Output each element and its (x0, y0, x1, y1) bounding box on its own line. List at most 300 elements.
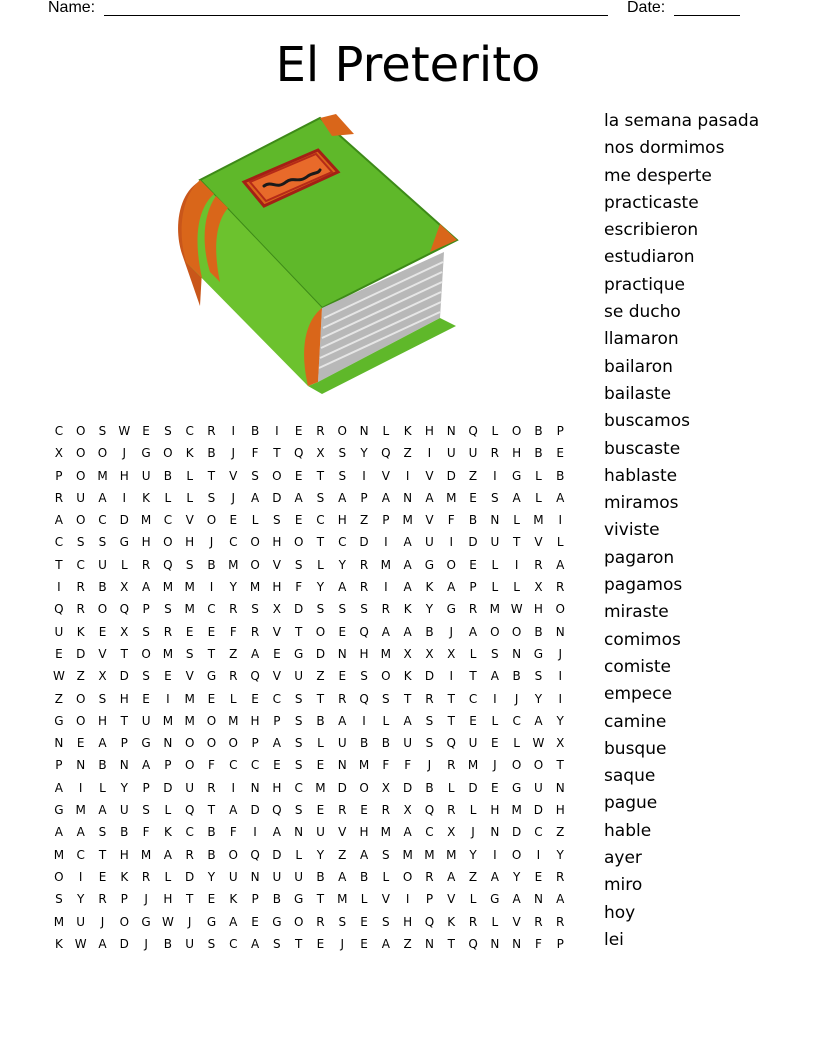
grid-letter: H (512, 446, 522, 461)
grid-letter: E (360, 936, 368, 951)
page-title: El Preterito (275, 37, 541, 93)
grid-letter: C (185, 424, 194, 438)
grid-letter: I (493, 468, 497, 483)
grid-letter: K (54, 936, 63, 951)
grid-letter: W (510, 602, 523, 617)
grid-letter: N (446, 424, 456, 438)
grid-letter: W (161, 914, 174, 929)
grid-letter: Q (446, 736, 456, 751)
grid-letter: S (338, 446, 347, 461)
grid-letter: N (512, 936, 522, 951)
grid-letter: S (185, 646, 194, 661)
grid-letter: O (97, 602, 108, 617)
grid-letter: R (185, 847, 194, 862)
grid-letter: I (231, 780, 236, 795)
grid-letter: U (228, 869, 238, 884)
grid-letter: R (447, 803, 456, 818)
grid-letter: Y (77, 892, 85, 907)
grid-letter: Q (163, 557, 173, 572)
grid-letter: E (294, 424, 303, 438)
grid-letter: A (229, 914, 238, 929)
grid-letter: P (251, 892, 259, 907)
grid-letter: X (447, 825, 456, 840)
grid-letter: U (98, 557, 107, 572)
grid-letter: Q (250, 847, 260, 862)
grid-letter: Y (469, 847, 477, 862)
grid-letter: S (382, 847, 390, 862)
grid-letter: N (54, 736, 64, 751)
word-list-item: practicaste (604, 192, 699, 213)
grid-letter: B (163, 468, 172, 483)
word-list-item: pague (604, 793, 658, 814)
grid-letter: I (405, 892, 410, 907)
grid-letter: S (294, 557, 303, 572)
grid-letter: N (403, 490, 413, 505)
grid-letter: Z (338, 847, 347, 862)
grid-letter: L (491, 914, 499, 929)
grid-letter: Z (403, 446, 412, 461)
grid-letter: U (141, 468, 151, 483)
grid-letter: D (163, 780, 173, 795)
grid-letter: T (512, 535, 521, 550)
grid-letter: Y (512, 869, 521, 884)
grid-letter: Z (403, 936, 412, 951)
grid-letter: W (118, 424, 131, 438)
grid-letter: E (338, 624, 347, 639)
grid-letter: Q (119, 602, 130, 617)
grid-letter: M (511, 803, 522, 818)
grid-letter: S (273, 513, 281, 528)
grid-letter: K (447, 914, 456, 929)
grid-letter: T (207, 646, 216, 661)
grid-letter: C (207, 602, 216, 617)
grid-letter: V (534, 535, 543, 550)
grid-letter: P (55, 468, 63, 483)
name-label: Name: (48, 0, 96, 16)
word-list-item: busque (604, 738, 667, 759)
grid-letter: H (424, 424, 434, 438)
grid-letter: A (272, 736, 281, 751)
grid-letter: E (316, 758, 325, 773)
grid-letter: B (98, 580, 107, 595)
grid-letter: G (54, 803, 64, 818)
grid-letter: E (469, 557, 477, 572)
grid-letter: K (185, 446, 194, 461)
word-list-item: hable (604, 820, 652, 841)
grid-letter: S (338, 468, 347, 483)
grid-letter: E (251, 691, 259, 706)
grid-letter: E (185, 624, 194, 639)
grid-letter: V (425, 468, 434, 483)
grid-letter: H (272, 580, 282, 595)
grid-letter: O (511, 847, 522, 862)
grid-letter: X (316, 446, 325, 461)
grid-letter: A (556, 490, 565, 505)
grid-letter: C (229, 936, 238, 951)
grid-letter: O (381, 669, 391, 684)
grid-letter: F (404, 758, 412, 773)
grid-letter: I (449, 535, 454, 550)
grid-letter: N (555, 780, 565, 795)
grid-letter: I (558, 513, 562, 528)
grid-letter: K (403, 424, 412, 438)
grid-letter: E (360, 803, 368, 818)
grid-letter: A (556, 557, 565, 572)
grid-letter: H (359, 825, 369, 840)
grid-letter: C (316, 513, 325, 528)
grid-letter: Y (556, 713, 564, 728)
grid-letter: O (511, 624, 522, 639)
grid-letter: O (75, 713, 86, 728)
grid-letter: M (184, 691, 195, 706)
grid-letter: A (338, 713, 347, 728)
grid-letter: V (447, 892, 456, 907)
grid-letter: D (119, 669, 129, 684)
grid-letter: E (556, 446, 565, 461)
grid-letter: M (380, 646, 392, 661)
grid-letter: C (294, 780, 303, 795)
grid-letter: S (294, 803, 303, 818)
grid-letter: I (405, 468, 410, 483)
grid-letter: Z (316, 669, 325, 684)
grid-letter: H (97, 713, 107, 728)
grid-letter: Y (360, 446, 368, 461)
grid-letter: E (55, 646, 63, 661)
grid-letter: S (142, 803, 150, 818)
date-field-line[interactable] (674, 15, 740, 16)
grid-letter: R (163, 624, 173, 639)
grid-letter: G (141, 736, 151, 751)
grid-letter: K (120, 869, 129, 884)
grid-letter: B (207, 446, 216, 461)
grid-letter: A (403, 557, 412, 572)
grid-letter: B (120, 825, 129, 840)
grid-letter: R (556, 914, 565, 929)
grid-letter: L (164, 869, 172, 884)
grid-letter: O (293, 535, 304, 550)
grid-letter: I (122, 490, 127, 505)
grid-letter: V (185, 669, 194, 684)
grid-letter: A (294, 490, 303, 505)
grid-letter: I (384, 580, 388, 595)
grid-letter: S (316, 602, 325, 617)
grid-letter: L (317, 736, 324, 751)
grid-letter: M (402, 847, 413, 862)
grid-letter: R (556, 580, 565, 595)
grid-letter: R (141, 869, 151, 884)
grid-letter: O (533, 758, 544, 773)
grid-letter: E (338, 669, 347, 684)
grid-letter: E (98, 869, 107, 884)
grid-letter: S (185, 557, 194, 572)
grid-letter: U (403, 736, 413, 751)
grid-letter: D (250, 803, 260, 818)
grid-letter: Z (468, 468, 478, 483)
grid-letter: S (76, 535, 85, 550)
word-list-item: pagamos (604, 575, 683, 596)
grid-letter: E (316, 936, 325, 951)
grid-letter: J (231, 490, 236, 505)
grid-letter: X (98, 669, 107, 684)
grid-letter: O (359, 780, 369, 795)
grid-letter: P (382, 513, 390, 528)
grid-letter: A (338, 869, 347, 884)
word-list-item: comimos (604, 629, 681, 650)
grid-letter: T (447, 713, 455, 728)
grid-letter: A (98, 936, 107, 951)
grid-letter: O (184, 736, 195, 751)
grid-letter: Y (556, 847, 564, 862)
grid-letter: J (340, 936, 345, 951)
book-icon (172, 112, 464, 394)
grid-letter: A (381, 490, 390, 505)
grid-letter: Q (468, 424, 478, 438)
grid-letter: T (186, 892, 194, 907)
grid-letter: F (229, 624, 237, 639)
grid-letter: B (250, 424, 260, 438)
grid-letter: A (98, 490, 107, 505)
grid-letter: S (338, 602, 347, 617)
grid-letter: V (272, 669, 281, 684)
grid-letter: O (446, 557, 456, 572)
grid-letter: J (231, 446, 236, 461)
grid-letter: N (533, 892, 543, 907)
grid-letter: E (273, 646, 281, 661)
grid-letter: E (207, 624, 216, 639)
grid-letter: H (490, 803, 500, 818)
grid-letter: S (294, 758, 303, 773)
grid-letter: O (119, 914, 130, 929)
word-list-item: miro (604, 875, 643, 896)
grid-letter: I (558, 669, 562, 684)
grid-letter: G (511, 468, 522, 483)
grid-letter: R (207, 424, 216, 438)
grid-letter: N (294, 825, 304, 840)
grid-letter: A (556, 892, 565, 907)
grid-letter: S (251, 468, 259, 483)
grid-letter: I (449, 669, 454, 684)
grid-letter: A (98, 736, 107, 751)
word-list-item: se ducho (604, 302, 681, 323)
grid-letter: U (76, 914, 86, 929)
grid-letter: Y (425, 602, 434, 617)
grid-letter: T (120, 646, 128, 661)
grid-letter: S (207, 936, 216, 951)
grid-letter: G (272, 914, 282, 929)
grid-letter: U (534, 780, 543, 795)
grid-letter: L (513, 580, 520, 595)
grid-letter: L (382, 424, 390, 438)
grid-letter: H (359, 646, 369, 661)
grid-letter: C (425, 825, 434, 840)
grid-letter: K (142, 490, 151, 505)
grid-letter: M (53, 847, 65, 862)
word-list-item: hoy (604, 902, 636, 923)
grid-letter: D (315, 646, 326, 661)
grid-letter: Q (424, 914, 435, 929)
grid-letter: B (425, 624, 434, 639)
grid-letter: V (272, 624, 281, 639)
grid-letter: A (163, 847, 172, 862)
grid-letter: B (316, 713, 325, 728)
grid-letter: U (272, 869, 282, 884)
grid-letter: M (446, 490, 457, 505)
grid-letter: E (273, 758, 281, 773)
word-list-item: bailaste (604, 383, 672, 404)
grid-letter: P (360, 490, 368, 505)
grid-letter: V (338, 825, 347, 840)
grid-letter: P (142, 602, 150, 617)
grid-letter: I (166, 691, 170, 706)
grid-letter: U (294, 669, 304, 684)
grid-letter: I (536, 847, 541, 862)
grid-letter: K (163, 825, 172, 840)
grid-letter: H (119, 691, 129, 706)
grid-letter: R (98, 892, 107, 907)
grid-letter: Q (381, 446, 391, 461)
grid-letter: L (447, 780, 455, 795)
grid-letter: Y (338, 557, 346, 572)
grid-letter: S (360, 602, 368, 617)
grid-letter: P (55, 758, 63, 773)
grid-letter: C (229, 535, 238, 550)
grid-letter: T (556, 758, 564, 773)
grid-letter: P (164, 758, 172, 773)
grid-letter: C (468, 691, 478, 706)
grid-letter: D (533, 803, 544, 818)
grid-letter: D (119, 513, 129, 528)
grid-letter: X (54, 446, 64, 461)
grid-letter: S (425, 736, 434, 751)
grid-letter: K (403, 669, 412, 684)
grid-letter: O (206, 713, 217, 728)
grid-letter: B (512, 669, 521, 684)
grid-letter: P (120, 736, 128, 751)
grid-letter: O (228, 847, 238, 862)
grid-letter: A (141, 580, 151, 595)
grid-letter: G (54, 713, 64, 728)
grid-letter: A (447, 580, 456, 595)
grid-letter: D (272, 490, 282, 505)
grid-letter: T (273, 446, 281, 461)
grid-letter: U (425, 535, 434, 550)
grid-letter: L (556, 535, 564, 550)
word-list-item: saque (604, 766, 656, 787)
grid-letter: P (142, 780, 150, 795)
grid-letter: O (315, 624, 326, 639)
grid-letter: B (425, 780, 434, 795)
word-list-item: me desperte (604, 165, 712, 186)
grid-letter: B (207, 825, 216, 840)
grid-letter: R (316, 914, 325, 929)
grid-letter: F (295, 580, 303, 595)
grid-letter: L (491, 424, 499, 438)
grid-letter: T (294, 936, 303, 951)
word-list-item: la semana pasada (604, 111, 760, 131)
grid-letter: L (535, 490, 542, 505)
grid-letter: F (208, 758, 215, 773)
grid-letter: I (231, 424, 236, 438)
grid-letter: M (184, 713, 195, 728)
grid-letter: S (425, 713, 434, 728)
grid-letter: I (78, 780, 83, 795)
grid-letter: A (54, 780, 63, 795)
grid-letter: X (447, 646, 456, 661)
grid-letter: S (382, 914, 390, 929)
grid-letter: X (425, 646, 434, 661)
grid-letter: S (55, 892, 63, 907)
grid-letter: M (162, 580, 174, 595)
grid-letter: E (491, 780, 499, 795)
grid-letter: T (316, 468, 325, 483)
grid-letter: E (142, 424, 150, 438)
grid-letter: O (402, 869, 413, 884)
grid-letter: D (337, 780, 347, 795)
grid-letter: B (207, 847, 216, 862)
grid-letter: A (490, 669, 499, 684)
grid-letter: S (294, 713, 303, 728)
grid-letter: I (253, 825, 257, 840)
grid-letter: L (513, 513, 520, 528)
grid-letter: A (468, 624, 478, 639)
grid-letter: X (534, 580, 543, 595)
grid-letter: J (122, 446, 127, 461)
grid-letter: N (76, 758, 86, 773)
grid-letter: M (380, 825, 392, 840)
grid-letter: S (98, 691, 107, 706)
grid-letter: J (144, 936, 148, 951)
grid-letter: D (272, 847, 282, 862)
grid-letter: T (207, 803, 216, 818)
grid-letter: S (338, 914, 347, 929)
grid-letter: F (229, 825, 237, 840)
grid-letter: M (162, 646, 174, 661)
grid-letter: L (469, 892, 477, 907)
grid-letter: D (424, 669, 435, 684)
grid-letter: A (534, 713, 543, 728)
name-field-line[interactable] (104, 15, 608, 16)
grid-letter: G (511, 780, 522, 795)
grid-letter: L (513, 736, 520, 751)
grid-letter: O (228, 736, 238, 751)
grid-letter: A (338, 490, 347, 505)
grid-letter: X (120, 580, 129, 595)
grid-letter: A (381, 624, 390, 639)
grid-letter: V (229, 468, 238, 483)
grid-letter: A (403, 825, 412, 840)
grid-letter: R (141, 557, 151, 572)
grid-letter: L (382, 713, 390, 728)
word-list-item: viviste (604, 520, 660, 541)
grid-letter: I (209, 580, 214, 595)
grid-letter: X (272, 602, 281, 617)
grid-letter: G (206, 914, 217, 929)
word-list-item: comiste (604, 656, 672, 677)
grid-letter: D (468, 535, 478, 550)
grid-letter: B (556, 468, 565, 483)
grid-letter: I (427, 446, 432, 461)
grid-letter: R (76, 580, 85, 595)
grid-letter: O (511, 758, 522, 773)
grid-letter: Z (468, 869, 478, 884)
grid-letter: B (359, 869, 369, 884)
grid-letter: E (534, 869, 543, 884)
grid-letter: D (119, 936, 129, 951)
grid-letter: V (272, 557, 281, 572)
grid-letter: O (250, 535, 260, 550)
grid-letter: T (316, 691, 325, 706)
grid-letter: L (317, 557, 324, 572)
